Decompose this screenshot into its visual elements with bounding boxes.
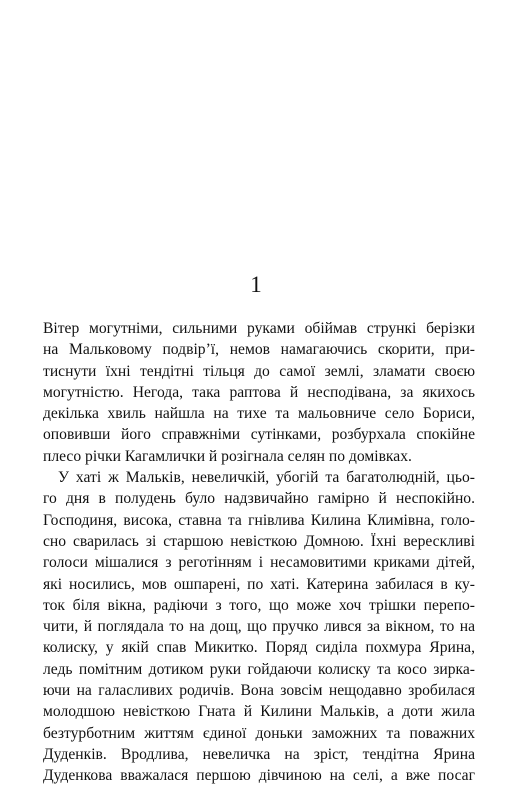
text-line: оповивши його справжніми сутінками, розбурхала спокійне [43,426,475,444]
text-line: сно сварилась зі старшою невісткою Домною. Їхні верескливі [43,532,475,550]
text-line: тиснути їхні тендітні тільця до самої землі, зламати своєю [43,362,475,380]
text-line: Вітер могутніми, сильними руками обіймав стрункі берізки [43,320,475,337]
text-line: колиску, у якій спав Микитко. Поряд сиділа похмура Ярина, [43,639,475,657]
text-line: Господиня, висока, ставна та гнівлива Килина Климівна, голо- [43,511,475,529]
text-line: чити, й поглядала то на дощ, що пручко лився за вікном, то на [43,618,475,636]
text-line: декілька хвиль найшла на тихе та мальовниче село Бориси, [43,405,475,423]
text-line: Дуденкова вважалася першою дівчиною на селі, а вже посаг [43,767,475,785]
text-line: які носились, мов ошпарені, по хаті. Катерина забилася в ку- [43,575,475,593]
text-line: ючи на галасливих родичів. Вона зовсім нещодавно зробилася [43,682,475,700]
paragraph-2 [43,467,475,786]
paragraph-1 [43,318,475,467]
text-line: могутністю. Негода, така раптова й несподівана, за якихось [43,383,475,401]
text-line: голоси мішалися з реготінням і несамовитими криками дітей, [43,554,475,572]
text-line: У хаті ж Мальків, невеличкій, убогій та багатолюдній, цьо- [58,469,475,487]
text-line: ток біля вікна, радіючи з того, що може хоч трішки перепо- [43,596,475,614]
body-text [43,318,475,787]
text-line: Дуденків. Вродлива, невеличка на зріст, тендітна Ярина [43,745,475,763]
text-line: безтурботним життям єдиної доньки заможних та поважних [43,724,475,742]
text-line: плесо річки Кагамлички й розігнала селян по домівках. [43,447,412,465]
text-line: ледь помітним дотиком руки гойдаючи колиску та косо зирка- [43,660,475,678]
chapter-number: 1 [250,272,262,297]
text-line: го дня в полудень було надзвичайно гамірно й неспокійно. [43,490,475,508]
text-line: молодшою невісткою Гната й Килини Мальків, а доти жила [43,703,475,721]
text-line: на Мальковому подвір’ї, немов намагаючись скорити, при- [43,341,475,359]
